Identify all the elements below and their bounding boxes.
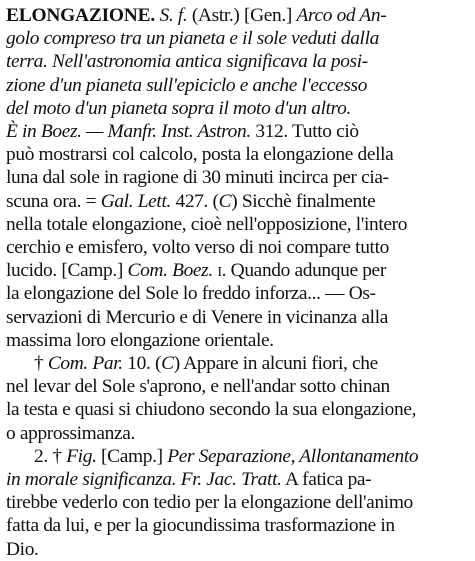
- entry-line-8: [6, 166, 469, 189]
- text-run: Quando adunque per: [226, 260, 386, 282]
- quotation-run: nella totale elongazione, cioè nell'opposizione, l'intero: [6, 213, 408, 235]
- quotation-run: tirebbe vederlo con tedio per la elongazione dell'animo: [6, 492, 413, 514]
- entry-line-13: [6, 282, 469, 305]
- definition-run: golo compreso tra un pianeta e il sole veduti dalla: [6, 28, 379, 50]
- definition-run: in morale significanza. Fr. Jac. Tratt.: [6, 469, 282, 491]
- entry-line-4: [6, 74, 469, 97]
- entry-line-14: [6, 306, 469, 329]
- text-run: †: [34, 353, 48, 375]
- entry-line-5: [6, 97, 469, 120]
- entry-line-21: [6, 468, 469, 491]
- quotation-run: luna dal sole in ragione di 30 minuti incirca per cia-: [6, 167, 389, 189]
- definition-run: zione d'un pianeta sull'epiciclo e anche l'eccesso: [6, 74, 368, 96]
- entry-line-19: [6, 422, 469, 445]
- quotation-run: servazioni di Mercurio e di Venere in vicinanza alla: [6, 306, 389, 328]
- quotation-run: nel levar del Sole s'aprono, e nell'andar sotto chinan: [6, 376, 390, 398]
- entry-line-22: [6, 491, 469, 514]
- quotation-run: massima loro elongazione orientale.: [6, 329, 274, 351]
- text-run: ) Sicchè finalmente: [231, 190, 376, 212]
- definition-run: terra. Nell'astronomia antica significava la posi-: [6, 51, 368, 73]
- grammar-label: S. f.: [159, 5, 188, 26]
- entry-line-18: [6, 398, 469, 421]
- text-run: (Astr.) [Gen.]: [187, 5, 297, 26]
- citation-marker: C: [218, 190, 232, 212]
- text-run: A fatica pa-: [281, 469, 372, 491]
- text-run: lucido. [Camp.]: [6, 260, 128, 282]
- quotation-run: cerchio e emisfero, volto verso di noi compare tutto: [6, 237, 389, 259]
- headword: ELONGAZIONE.: [6, 5, 155, 26]
- text-run: scuna ora. =: [6, 190, 101, 212]
- quotation-run: la testa e quasi si chiudono secondo la sua elongazione,: [6, 399, 417, 421]
- text-run: 312. Tutto ciò: [250, 121, 359, 143]
- text-run: 10. (: [122, 353, 162, 375]
- entry-line-6: [6, 120, 469, 143]
- definition-run: del moto d'un pianeta sopra il moto d'un altro.: [6, 97, 352, 119]
- entry-line-20: [6, 445, 469, 468]
- entry-line-7: [6, 143, 469, 166]
- definition-run: Per Separazione, Allontanamento: [167, 445, 419, 467]
- sense-label: Fig.: [66, 445, 97, 467]
- entry-line-12: [6, 259, 469, 282]
- quotation-run: la elongazione del Sole lo freddo inforza... — Os-: [6, 283, 376, 305]
- quotation-run: o approssimanza.: [6, 422, 136, 444]
- text-run: 427. (: [170, 190, 219, 212]
- text-run: ) Appare in alcuni fiori, che: [173, 353, 378, 375]
- entry-line-10: [6, 213, 469, 236]
- entry-line-17: [6, 375, 469, 398]
- quotation-run: Dio.: [6, 538, 39, 560]
- roman-numeral: i.: [217, 260, 227, 282]
- entry-line-15: [6, 329, 469, 352]
- quotation-run: fatta da lui, e per la giocundissima trasformazione in: [6, 515, 395, 537]
- text-run: [Camp.]: [96, 445, 168, 467]
- entry-line-1: [6, 4, 469, 27]
- citation-marker: C: [161, 353, 174, 375]
- entry-line-24: [6, 538, 469, 561]
- quotation-run: può mostrarsi col calcolo, posta la elongazione della: [6, 144, 394, 166]
- entry-line-2: [6, 27, 469, 50]
- entry-line-9: [6, 190, 469, 213]
- definition-run: Arco od An-: [296, 5, 387, 26]
- entry-line-3: [6, 50, 469, 73]
- entry-line-16: [6, 352, 469, 375]
- text-run: 2. †: [34, 445, 67, 467]
- entry-line-11: [6, 236, 469, 259]
- citation-source: È in Boez. — Manfr. Inst. Astron.: [6, 121, 251, 143]
- citation-source: Com. Boez.: [127, 260, 213, 282]
- citation-source: Com. Par.: [47, 353, 123, 375]
- citation-source: Gal. Lett.: [100, 190, 171, 212]
- entry-line-23: [6, 514, 469, 537]
